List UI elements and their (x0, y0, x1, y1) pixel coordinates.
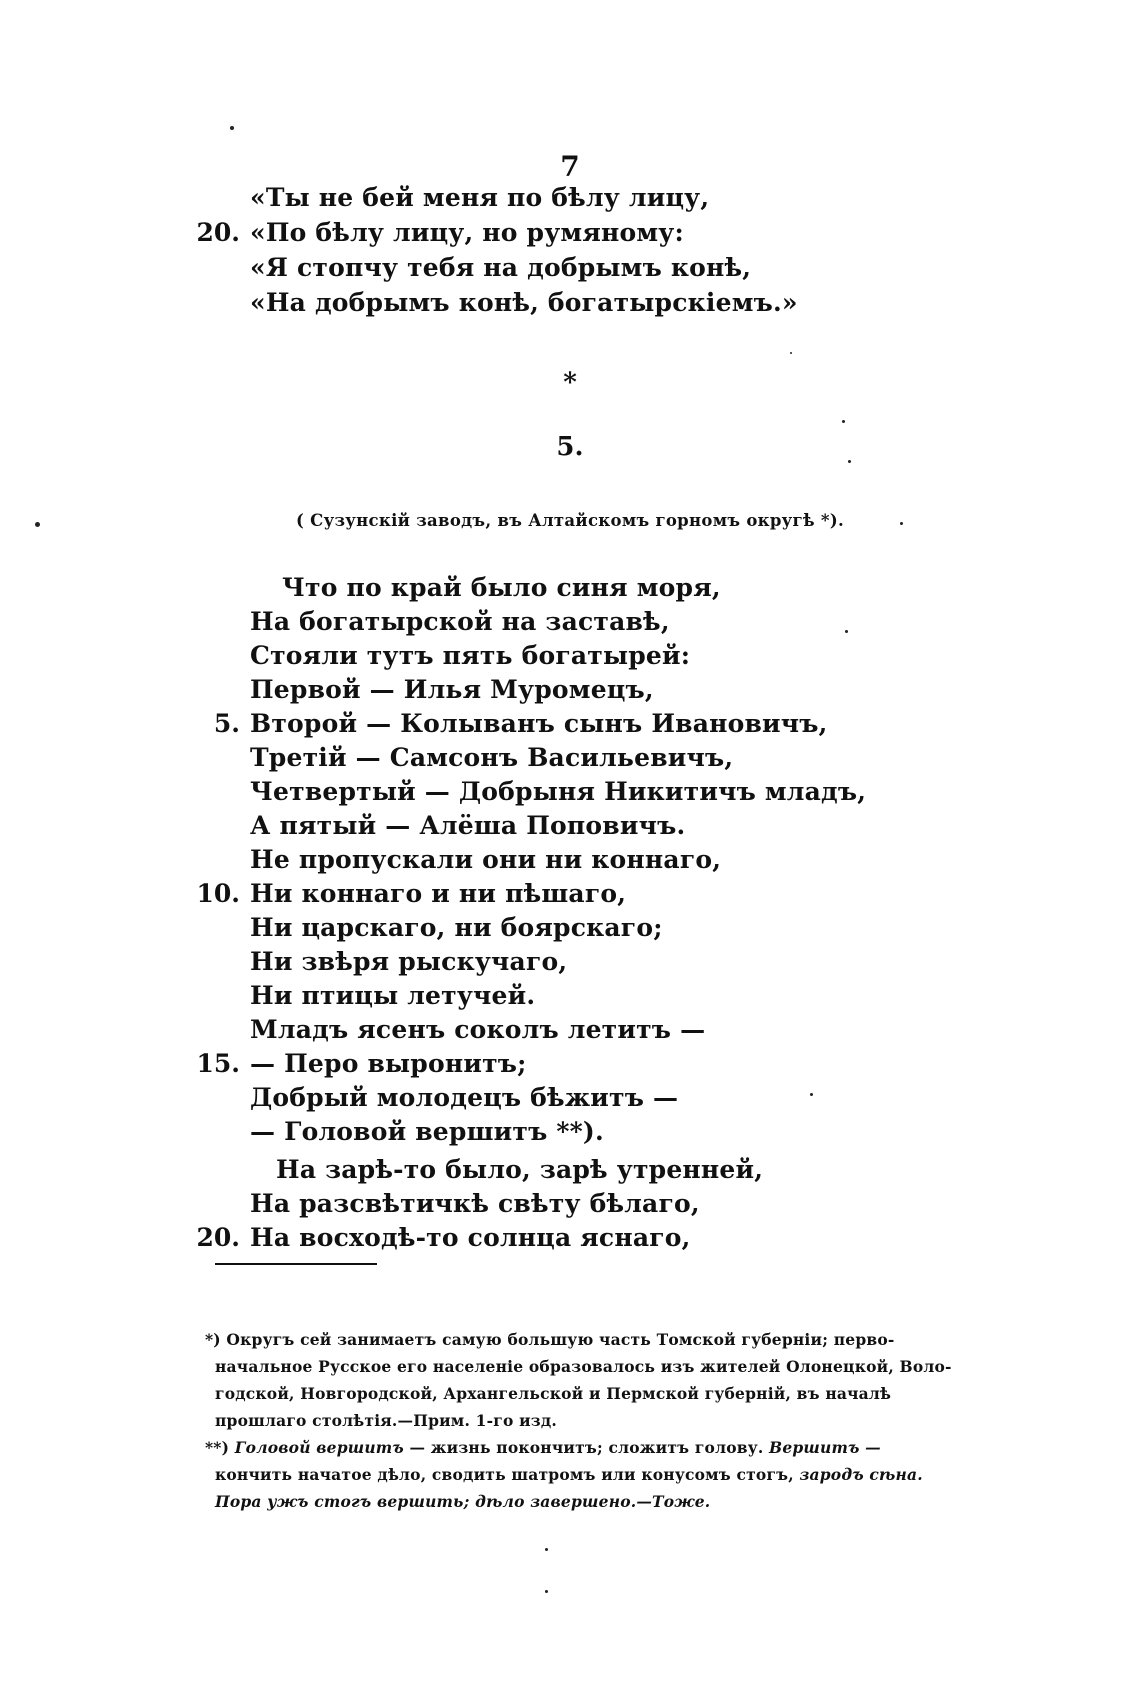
poem-line: Второй — Колыванъ сынъ Ивановичъ, (250, 709, 828, 738)
poem-line: Что по край было синя моря, (282, 573, 721, 602)
page-number: 7 (560, 150, 580, 183)
scan-speck (35, 522, 40, 527)
poem-line: Младъ ясенъ соколъ летитъ — (250, 1015, 706, 1044)
poem-line: Ни царскаго, ни боярскаго; (250, 913, 663, 942)
poem-line: А пятый — Алёша Поповичъ. (250, 811, 686, 840)
poem-line: — Головой вершитъ **). (250, 1117, 604, 1146)
scan-speck (842, 420, 845, 423)
verse-line: «Ты не бей меня по бѣлу лицу, (250, 183, 710, 212)
line-number: 15. (196, 1049, 240, 1078)
poem-line: На богатырской на заставѣ, (250, 607, 670, 636)
scan-speck (845, 630, 848, 633)
scan-speck (900, 522, 903, 525)
line-number: 10. (196, 879, 240, 908)
section-number: 5. (556, 432, 584, 462)
footnote-rule (215, 1263, 377, 1265)
footnote-1-line: годской, Новгородской, Архангельской и Пермской губерній, въ началѣ (215, 1384, 892, 1403)
scan-speck (848, 460, 851, 463)
poem-line: На разсвѣтичкѣ свѣту бѣлаго, (250, 1189, 700, 1218)
footnote-2-line: кончить начатое дѣло, сводить шатромъ или конусомъ стогъ, зародъ сѣна. (215, 1465, 923, 1484)
section-subtitle: ( Сузунскій заводъ, въ Алтайскомъ горномъ округѣ *). (296, 511, 844, 530)
verse-line: «Я стопчу тебя на добрымъ конѣ, (250, 253, 752, 282)
scan-speck (790, 352, 792, 354)
poem-line: На восходѣ-то солнца яснаго, (250, 1223, 691, 1252)
poem-line: — Перо выронитъ; (250, 1049, 527, 1078)
poem-line: Добрый молодецъ бѣжитъ — (250, 1083, 679, 1112)
verse-line: «На добрымъ конѣ, богатырскіемъ.» (250, 288, 798, 317)
footnote-1-line: прошлаго столѣтія.—Прим. 1-го изд. (215, 1411, 558, 1430)
poem-line: Ни коннаго и ни пѣшаго, (250, 879, 627, 908)
footnote-2-line: Пора ужъ стогъ вершить; дѣло завершено.—Тоже. (215, 1492, 711, 1511)
scan-speck (545, 1548, 548, 1551)
verse-line: «По бѣлу лицу, но румяному: (250, 218, 684, 247)
poem-line: Четвертый — Добрыня Никитичъ младъ, (250, 777, 867, 806)
scan-speck (230, 126, 234, 130)
poem-line: Ни звѣря рыскучаго, (250, 947, 568, 976)
footnote-1-line: начальное Русское его населеніе образовалось изъ жителей Олонецкой, Воло- (215, 1357, 952, 1376)
poem-line: Первой — Илья Муромецъ, (250, 675, 654, 704)
poem-line: Стояли тутъ пять богатырей: (250, 641, 691, 670)
scan-speck (545, 1590, 548, 1593)
scan-speck (810, 1093, 813, 1096)
separator-asterisk: * (563, 368, 577, 398)
footnote-2-line: **) Головой вершитъ — жизнь покончитъ; сложитъ голову. Вершитъ — (205, 1438, 881, 1457)
footnote-1-line: *) Округъ сей занимаетъ самую большую часть Томской губерніи; перво- (205, 1330, 895, 1349)
line-number: 20. (196, 218, 240, 247)
poem-line: Не пропускали они ни коннаго, (250, 845, 722, 874)
poem-line: Ни птицы летучей. (250, 981, 536, 1010)
poem-line: Третій — Самсонъ Васильевичъ, (250, 743, 734, 772)
poem-line: На зарѣ-то было, зарѣ утренней, (276, 1155, 764, 1184)
line-number: 5. (213, 709, 240, 738)
line-number: 20. (196, 1223, 240, 1252)
